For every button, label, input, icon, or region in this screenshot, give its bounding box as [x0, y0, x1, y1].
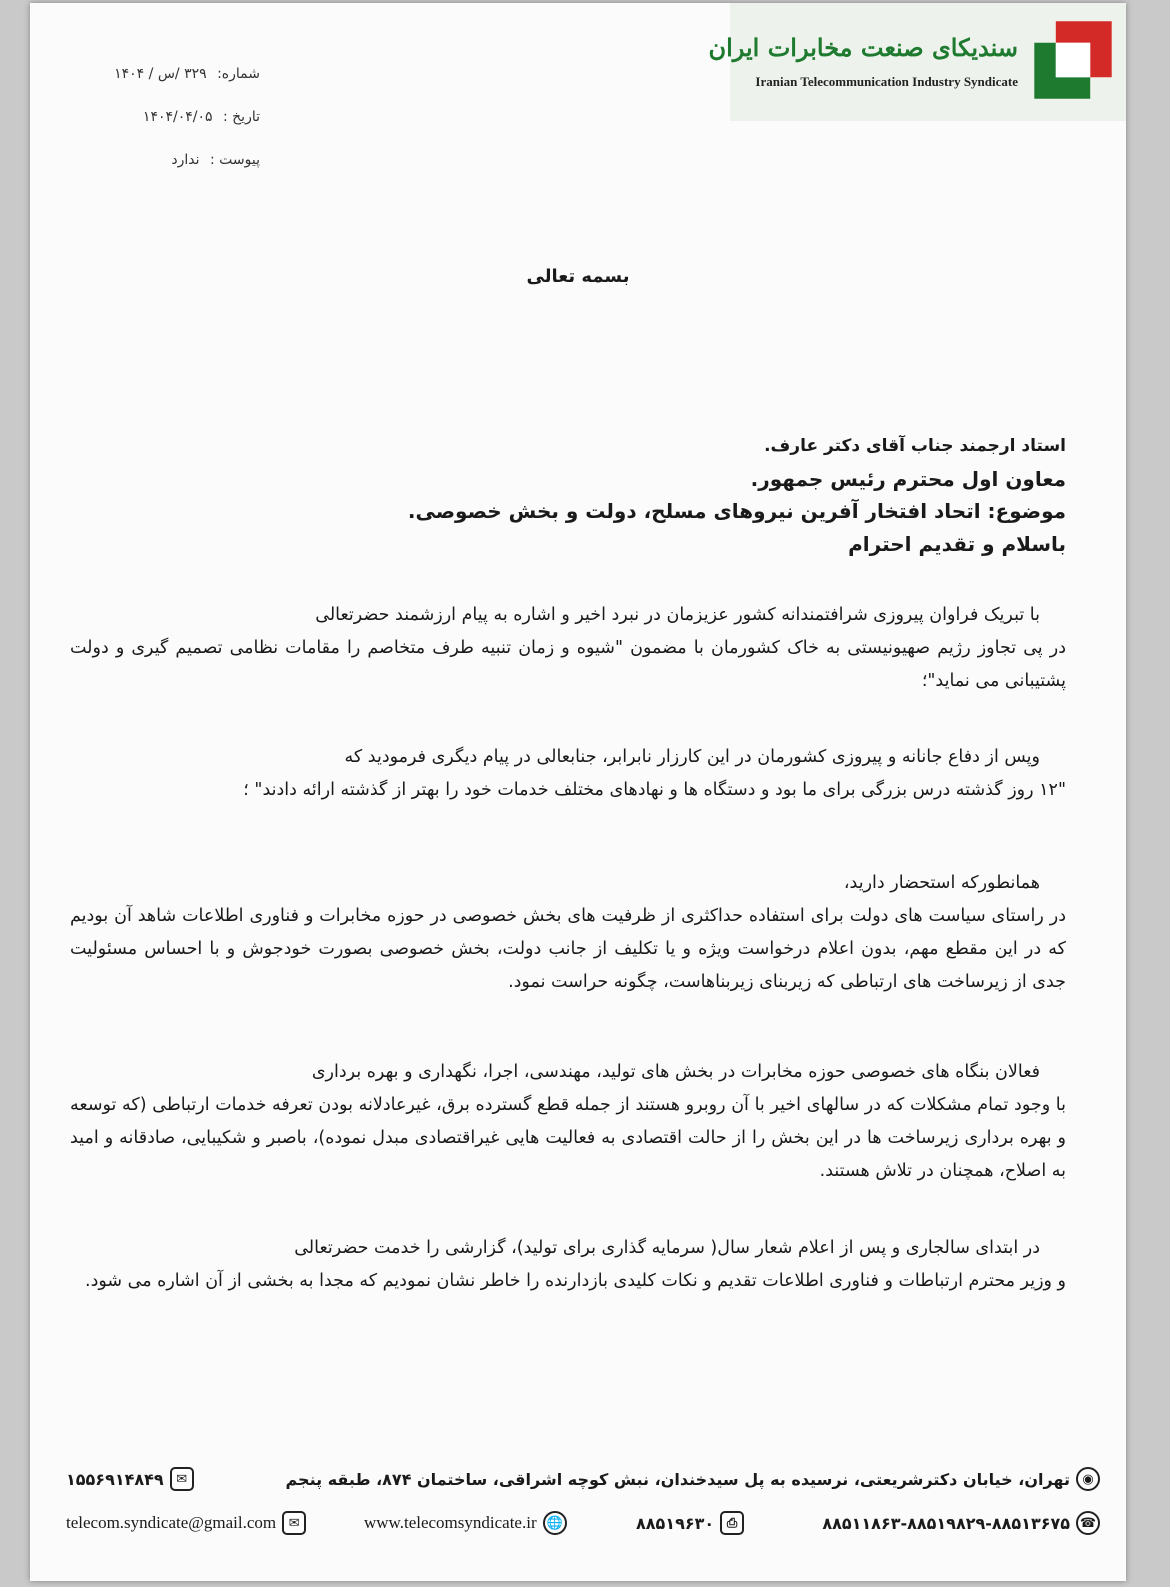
letter-date-value: ۱۴۰۴/۰۴/۰۵	[142, 109, 213, 125]
recipient-line-1: استاد ارجمند جناب آقای دکتر عارف.	[764, 436, 1066, 456]
footer-mobile	[66, 1467, 194, 1491]
letter-attachment-value: ندارد	[171, 152, 200, 168]
globe-icon: 🌐	[543, 1511, 567, 1535]
phone-icon: ☎	[1076, 1511, 1100, 1535]
footer-address-text: تهران، خیابان دکترشریعتی، نرسیده به پل سیدخندان، نبش کوچه اشراقی، ساختمان ۸۷۴، طبقه پنجم	[285, 1469, 1070, 1489]
paragraph-1-rest: در پی تجاوز رژیم صهیونیستی به خاک کشورمان با مضمون "شیوه و زمان تنبیه طرف متخاصم را مقامات نظامی تصمیم گیری و دولت پشتیبانی می نماید"؛	[70, 638, 1066, 691]
letter-number-value: ۳۲۹ /س / ۱۴۰۴	[114, 66, 207, 82]
footer-website	[364, 1511, 567, 1535]
letter-number	[50, 66, 260, 82]
footer-fax-text: ۸۸۵۱۹۶۳۰	[636, 1513, 715, 1533]
fax-printer-icon: ⎙	[720, 1511, 744, 1535]
syndicate-logo-icon	[1030, 17, 1116, 103]
letter-date	[50, 109, 260, 125]
paragraph-3-first-line: همانطورکه استحضار دارید،	[843, 873, 1040, 893]
body-paragraph-5	[70, 1232, 1066, 1298]
paragraph-1-first-line: با تبریک فراوان پیروزی شرافتمندانه کشور عزیزمان در نبرد اخیر و اشاره به پیام ارزشمند حضرتعالی	[315, 605, 1040, 625]
footer-phones	[822, 1511, 1100, 1535]
footer-mobile-text: ۱۵۵۶۹۱۴۸۴۹	[66, 1469, 164, 1489]
body-paragraph-3	[70, 867, 1066, 999]
body-paragraph-1	[70, 599, 1066, 698]
letter-attachment-label: پیوست :	[210, 152, 260, 168]
paragraph-5-rest: و وزیر محترم ارتباطات و فناوری اطلاعات تقدیم و نکات کلیدی بازدارنده را خاطر نشان نمودیم که مجدا به بخشی از آن اشاره می شود.	[85, 1271, 1066, 1291]
letter-date-label: تاریخ :	[222, 109, 260, 125]
body-paragraph-4	[70, 1056, 1066, 1188]
letter-sheet	[30, 3, 1126, 1581]
footer-email	[66, 1511, 306, 1535]
paragraph-4-rest: با وجود تمام مشکلات که در سالهای اخیر با آن روبرو هستند از جمله قطع گسترده برق، غیرعادلانه بودن تعرفه خدمات ارتباطی (که توسعه و بهره برداری زیرساخت ها در این بخش را از حالت اقتصادی به فعالیت هایی غیراقتصادی مبدل نموده)، باصبر و شکیبایی، صادقانه و امید به اصلاح، همچنان در تلاش هستند.	[70, 1095, 1066, 1181]
paragraph-4-first-line: فعالان بنگاه های خصوصی حوزه مخابرات در بخش های تولید، مهندسی، اجرا، نگهداری و بهره برداری	[311, 1062, 1040, 1082]
email-envelope-icon: ✉	[282, 1511, 306, 1535]
paragraph-2-rest: "۱۲ روز گذشته درس بزرگی برای ما بود و دستگاه ها و نهادهای مختلف خدمات خود را بهتر از گذشته ارائه دادند" ؛	[243, 780, 1066, 800]
footer-phones-text: ۸۸۵۱۱۸۶۳-۸۸۵۱۹۸۲۹-۸۸۵۱۳۶۷۵	[822, 1513, 1070, 1533]
paragraph-2-first-line: وپس از دفاع جانانه و پیروزی کشورمان در این کارزار نابرابر، جنابعالی در پیام دیگری فرمودید که	[344, 747, 1040, 767]
letter-attachment	[50, 152, 260, 168]
paragraph-3-rest: در راستای سیاست های دولت برای استفاده حداکثری از ظرفیت های بخش خصوصی در حوزه مخابرات و فناوری اطلاعات شاهد آن بودیم که در این مقطع مهم، بدون اعلام درخواست ویژه و یا تکلیف از جانب دولت، بخش خصوصی بصورت خودجوش و با احساس مسئولیت جدی از زیرساخت های ارتباطی که زیربنای زیربناهاست، چگونه حراست نمود.	[70, 906, 1066, 992]
letter-subject: موضوع: اتحاد افتخار آفرین نیروهای مسلح، دولت و بخش خصوصی.	[407, 499, 1066, 523]
paragraph-5-first-line: در ابتدای سالجاری و پس از اعلام شعار سال( سرمایه گذاری برای تولید)، گزارشی را خدمت حضرتعالی	[294, 1238, 1040, 1258]
footer-fax	[636, 1511, 744, 1535]
footer-email-link[interactable]: telecom.syndicate@gmail.com	[66, 1513, 277, 1532]
footer-website-link[interactable]: www.telecomsyndicate.ir	[364, 1513, 537, 1532]
mobile-message-icon: ✉	[170, 1467, 194, 1491]
recipient-line-2: معاون اول محترم رئیس جمهور.	[750, 467, 1066, 491]
org-name-english: Iranian Telecommunication Industry Syndicate	[755, 74, 1018, 89]
body-paragraph-2	[70, 741, 1066, 807]
bismillah-heading: بسمه تعالی	[526, 266, 630, 287]
letter-number-label: شماره:	[217, 66, 260, 82]
org-name-persian: سندیکای صنعت مخابرات ایران	[708, 33, 1018, 62]
footer-address	[286, 1467, 1101, 1491]
location-pin-icon: ◉	[1076, 1467, 1100, 1491]
letter-greeting: باسلام و تقدیم احترام	[848, 532, 1066, 556]
